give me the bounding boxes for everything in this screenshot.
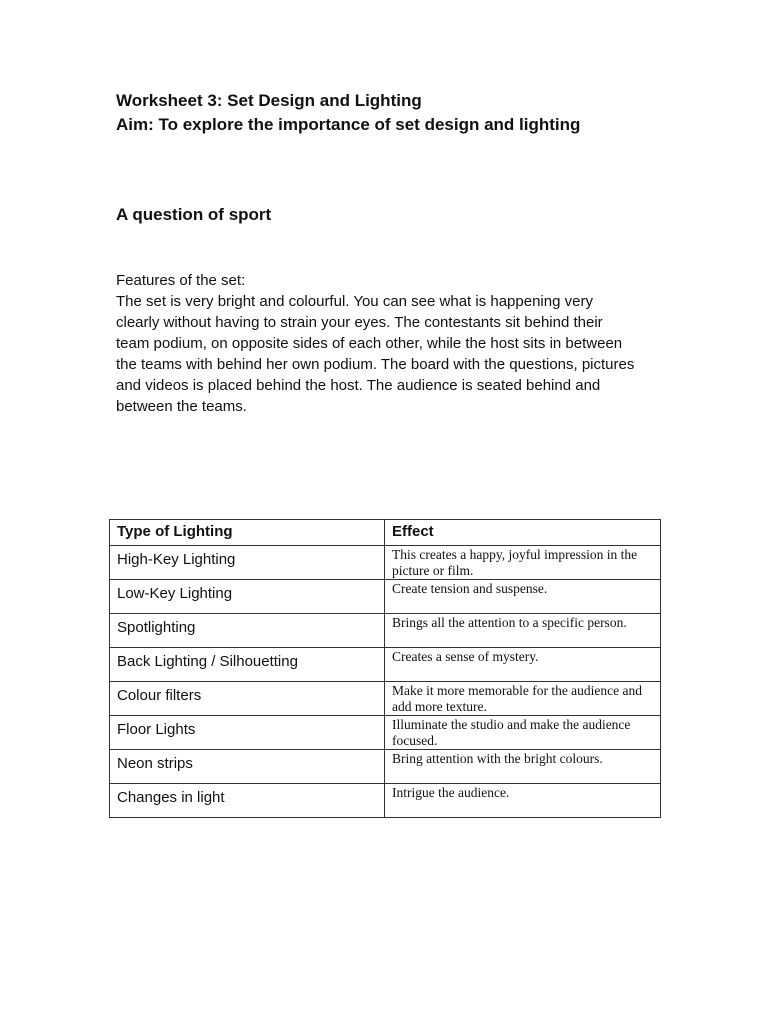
lighting-table xyxy=(109,519,661,818)
lighting-type-cell: Spotlighting xyxy=(110,614,385,648)
lighting-effect-cell: Brings all the attention to a specific person. xyxy=(385,614,661,648)
lighting-type-cell: Low-Key Lighting xyxy=(110,580,385,614)
features-text xyxy=(116,291,656,417)
features-line: team podium, on opposite sides of each other, while the host sits in between xyxy=(116,335,623,352)
features-label: Features of the set: xyxy=(116,272,246,289)
lighting-type-cell: Changes in light xyxy=(110,784,385,818)
table-header-row xyxy=(110,520,661,546)
lighting-effect-cell: This creates a happy, joyful impression in the picture or film. xyxy=(385,546,661,580)
table-row xyxy=(110,614,661,648)
features-line: the teams with behind her own podium. The board with the questions, pictures xyxy=(116,356,635,373)
worksheet-title: Worksheet 3: Set Design and Lighting xyxy=(116,91,422,110)
features-paragraph xyxy=(116,270,656,417)
section-heading: A question of sport xyxy=(116,205,272,224)
lighting-type-cell: High-Key Lighting xyxy=(110,546,385,580)
features-line: and videos is placed behind the host. The audience is seated behind and xyxy=(116,377,601,394)
lighting-type-cell: Floor Lights xyxy=(110,716,385,750)
column-header-type: Type of Lighting xyxy=(110,520,385,546)
lighting-type-cell: Colour filters xyxy=(110,682,385,716)
column-header-effect: Effect xyxy=(385,520,661,546)
table-row xyxy=(110,716,661,750)
features-line: The set is very bright and colourful. You can see what is happening very xyxy=(116,293,593,310)
lighting-effect-cell: Creates a sense of mystery. xyxy=(385,648,661,682)
table-row xyxy=(110,580,661,614)
lighting-effect-cell: Intrigue the audience. xyxy=(385,784,661,818)
lighting-effect-cell: Create tension and suspense. xyxy=(385,580,661,614)
lighting-type-cell: Neon strips xyxy=(110,750,385,784)
lighting-type-cell: Back Lighting / Silhouetting xyxy=(110,648,385,682)
worksheet-aim: Aim: To explore the importance of set design and lighting xyxy=(116,115,581,134)
features-line: between the teams. xyxy=(116,398,247,415)
table-row xyxy=(110,784,661,818)
table-row xyxy=(110,546,661,580)
features-line: clearly without having to strain your eyes. The contestants sit behind their xyxy=(116,314,603,331)
table-row xyxy=(110,648,661,682)
lighting-effect-cell: Make it more memorable for the audience and add more texture. xyxy=(385,682,661,716)
table-row xyxy=(110,750,661,784)
lighting-effect-cell: Bring attention with the bright colours. xyxy=(385,750,661,784)
table-row xyxy=(110,682,661,716)
lighting-effect-cell: Illuminate the studio and make the audience focused. xyxy=(385,716,661,750)
